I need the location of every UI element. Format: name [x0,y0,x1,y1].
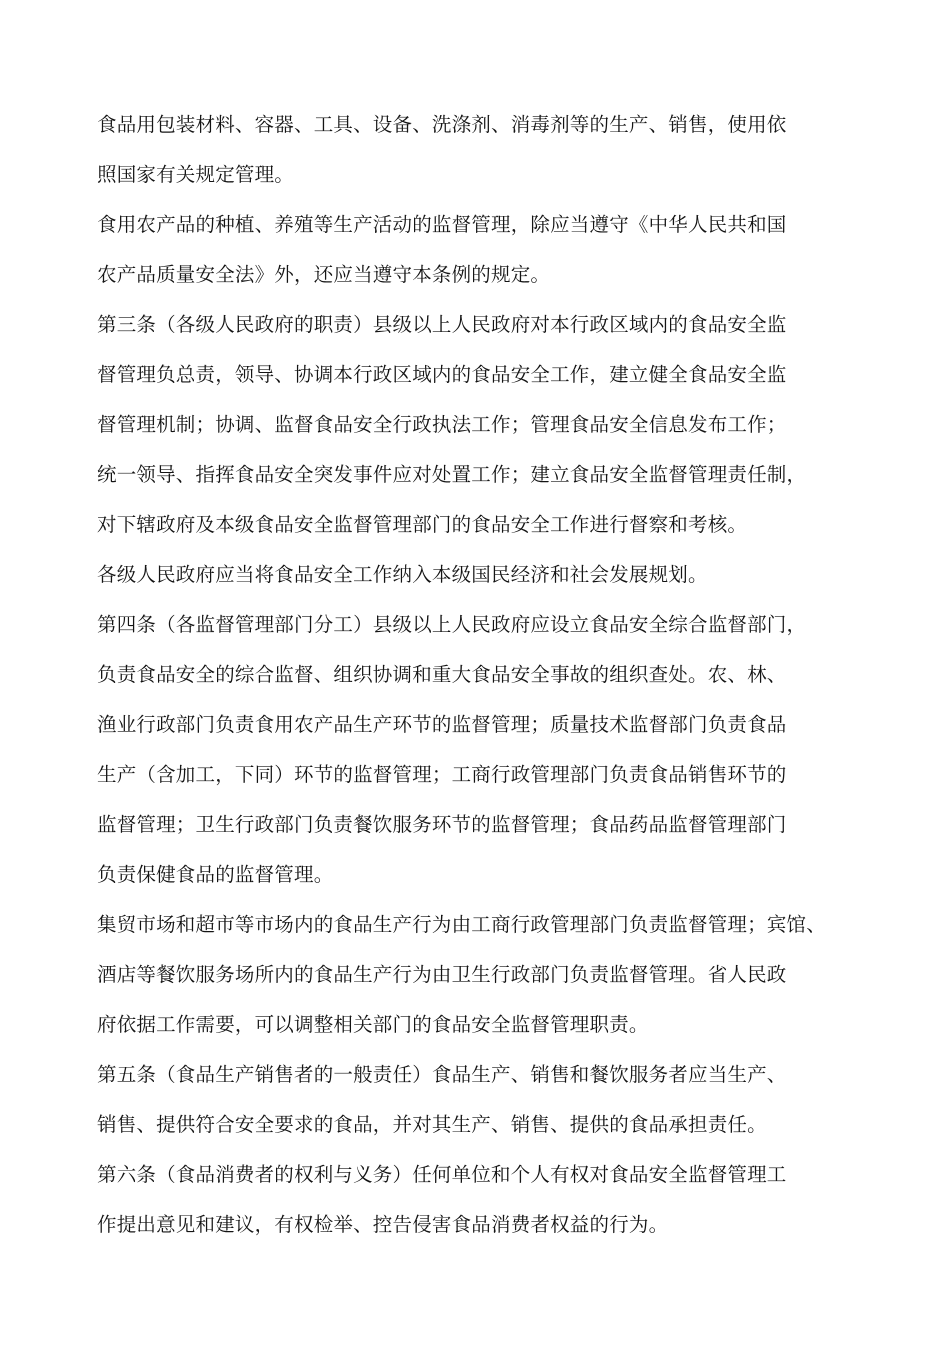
text-line: 食品用包装材料、容器、工具、设备、洗涤剂、消毒剂等的生产、销售，使用依 [97,113,787,136]
text-line: 作提出意见和建议，有权检举、控告侵害食品消费者权益的行为。 [97,1213,669,1236]
text-line: 监督管理；卫生行政部门负责餐饮服务环节的监督管理；食品药品监督管理部门 [97,813,787,836]
document-body [97,100,897,1250]
text-line: 酒店等餐饮服务场所内的食品生产行为由卫生行政部门负责监督管理。省人民政 [97,963,787,986]
text-line: 第五条（食品生产销售者的一般责任）食品生产、销售和餐饮服务者应当生产、 [97,1063,787,1086]
text-line: 负责保健食品的监督管理。 [97,863,334,886]
text-line: 生产（含加工，下同）环节的监督管理；工商行政管理部门负责食品销售环节的 [97,763,787,786]
text-line: 第四条（各监督管理部门分工）县级以上人民政府应设立食品安全综合监督部门， [97,613,807,636]
text-line: 销售、提供符合安全要求的食品，并对其生产、销售、提供的食品承担责任。 [97,1113,767,1136]
text-line: 食用农产品的种植、养殖等生产活动的监督管理，除应当遵守《中华人民共和国 [97,213,787,236]
text-line: 渔业行政部门负责食用农产品生产环节的监督管理；质量技术监督部门负责食品 [97,713,787,736]
text-line: 农产品质量安全法》外，还应当遵守本条例的规定。 [97,263,551,286]
text-line: 第六条（食品消费者的权利与义务）任何单位和个人有权对食品安全监督管理工 [97,1163,787,1186]
text-line: 对下辖政府及本级食品安全监督管理部门的食品安全工作进行督察和考核。 [97,513,748,536]
text-line: 集贸市场和超市等市场内的食品生产行为由工商行政管理部门负责监督管理；宾馆、 [97,913,826,936]
text-line: 督管理负总责，领导、协调本行政区域内的食品安全工作，建立健全食品安全监 [97,363,787,386]
text-line: 负责食品安全的综合监督、组织协调和重大食品安全事故的组织查处。农、林、 [97,663,787,686]
text-line: 各级人民政府应当将食品安全工作纳入本级国民经济和社会发展规划。 [97,563,708,586]
text-line: 照国家有关规定管理。 [97,163,295,186]
text-line: 府依据工作需要，可以调整相关部门的食品安全监督管理职责。 [97,1013,649,1036]
text-line: 统一领导、指挥食品安全突发事件应对处置工作；建立食品安全监督管理责任制， [97,463,807,486]
text-line: 第三条（各级人民政府的职责）县级以上人民政府对本行政区域内的食品安全监 [97,313,787,336]
text-line: 督管理机制；协调、监督食品安全行政执法工作；管理食品安全信息发布工作； [97,413,787,436]
